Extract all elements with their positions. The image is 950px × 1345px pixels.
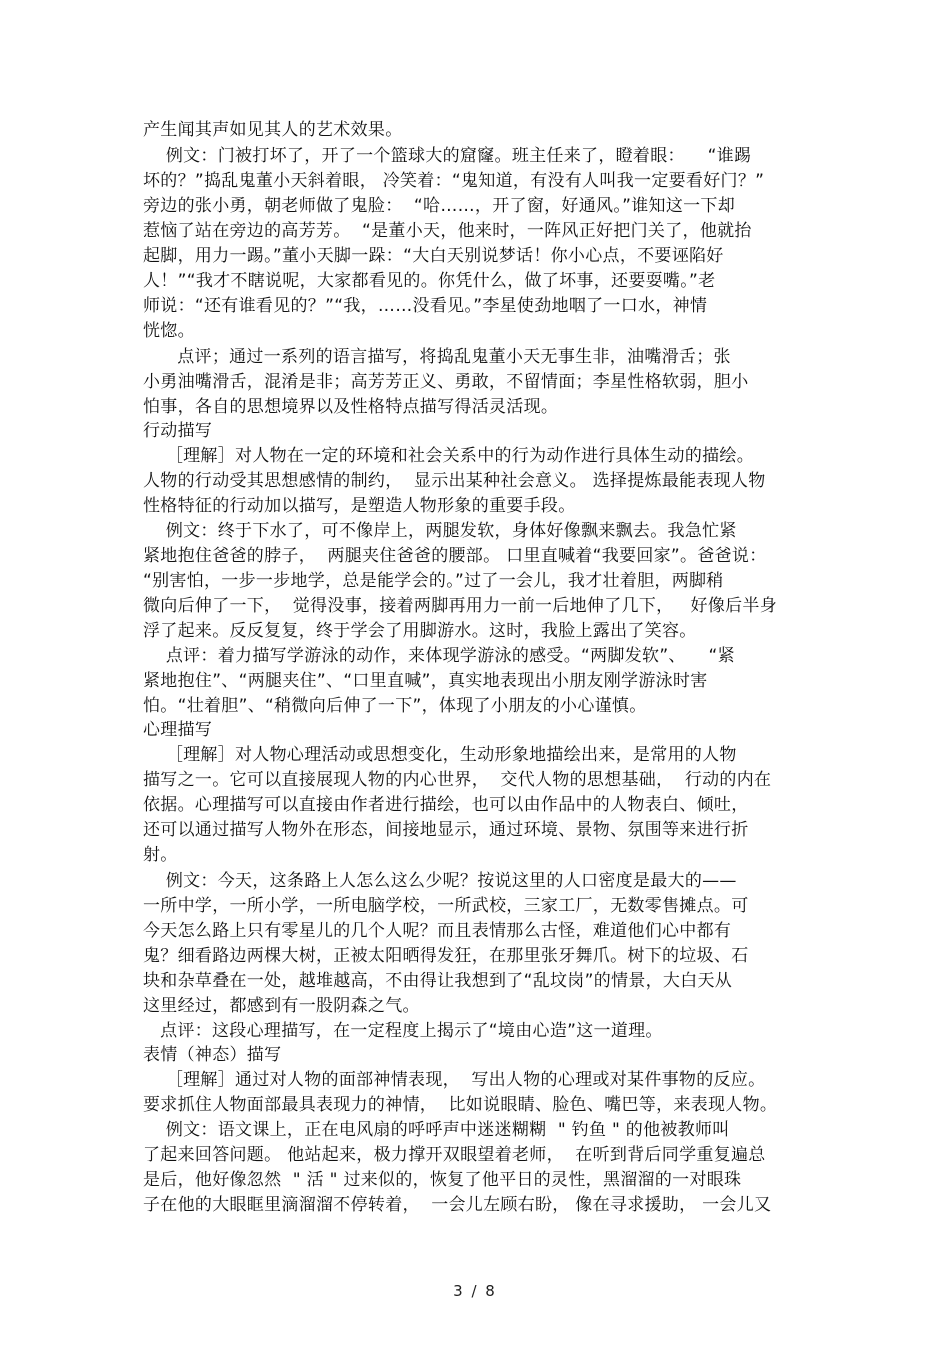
text-line: 要求抓住人物面部最具表现力的神情， 比如说眼睛、脸色、嘴巴等，来表现人物。 bbox=[143, 1095, 778, 1115]
text-line: 产生闻其声如见其人的艺术效果。 bbox=[143, 120, 403, 140]
text-line: “别害怕，一步一步地学，总是能学会的。”过了一会儿，我才壮着胆，两脚稍 bbox=[143, 571, 724, 591]
text-line: 块和杂草叠在一处，越堆越高，不由得让我想到了“乱坟岗”的情景，大白天从 bbox=[143, 971, 733, 991]
text-line: 紧地抱住”、“两腿夹住”、“口里直喊”，真实地表现出小朋友刚学游泳时害 bbox=[143, 671, 708, 691]
text-line: 表情（神态）描写 bbox=[143, 1045, 282, 1065]
text-line: 点评：着力描写学游泳的动作，来体现学游泳的感受。“两脚发软”、 “紧 bbox=[143, 646, 735, 666]
text-line: 浮了起来。反反复复，终于学会了用脚游水。这时，我脸上露出了笑容。 bbox=[143, 621, 697, 641]
text-line: 依据。心理描写可以直接由作者进行描绘，也可以由作品中的人物表白、倾吐， bbox=[143, 795, 749, 815]
text-line: 小勇油嘴滑舌，混淆是非；高芳芳正义、勇敢，不留情面；李星性格软弱，胆小 bbox=[143, 372, 749, 392]
text-line: 这里经过，都感到有一股阴森之气。 bbox=[143, 996, 420, 1016]
text-line: 点评；通过一系列的语言描写，将捣乱鬼董小天无事生非，油嘴滑舌；张 bbox=[143, 347, 731, 367]
page-number: 3 / 8 bbox=[453, 1282, 497, 1300]
text-line: 怕事，各自的思想境界以及性格特点描写得活灵活现。 bbox=[143, 397, 559, 417]
text-line: 微向后伸了一下， 觉得没事，接着两脚再用力一前一后地伸了几下， 好像后半身 bbox=[143, 596, 778, 616]
text-line: 惹恼了站在旁边的高芳芳。 “是董小天，他来时，一阵风正好把门关了，他就抬 bbox=[143, 221, 752, 241]
text-line: 起脚，用力一踢。”董小天脚一跺：“大白天别说梦话！你小心点，不要诬陷好 bbox=[143, 246, 724, 266]
text-line: 心理描写 bbox=[143, 720, 213, 740]
text-line: 今天怎么路上只有零星儿的几个人呢？而且表情那么古怪，难道他们心中都有 bbox=[143, 921, 732, 941]
text-line: 例文：语文课上，正在电风扇的呼呼声中迷迷糊糊 " 钓鱼 " 的他被教师叫 bbox=[143, 1120, 730, 1140]
text-line: 描写之一。它可以直接展现人物的内心世界， 交代人物的思想基础， 行动的内在 bbox=[143, 770, 772, 790]
text-line: 例文：门被打坏了，开了一个篮球大的窟窿。班主任来了，瞪着眼： “谁踢 bbox=[143, 146, 752, 166]
text-line: 例文：终于下水了，可不像岸上，两腿发软，身体好像飘来飘去。我急忙紧 bbox=[143, 521, 737, 541]
text-line: 性格特征的行动加以描写，是塑造人物形象的重要手段。 bbox=[143, 496, 576, 516]
text-line: 人物的行动受其思想感情的制约， 显示出某种社会意义。 选择提炼最能表现人物 bbox=[143, 471, 766, 491]
text-line: ［理解］通过对人物的面部神情表现， 写出人物的心理或对某件事物的反应。 bbox=[143, 1070, 766, 1090]
text-line: 还可以通过描写人物外在形态，间接地显示，通过环境、景物、氛围等来进行折 bbox=[143, 820, 749, 840]
text-line: 坏的？”捣乱鬼董小天斜着眼， 冷笑着：“鬼知道，有没有人叫我一定要看好门？” bbox=[143, 171, 765, 191]
text-line: 人！”“我才不瞎说呢，大家都看见的。你凭什么，做了坏事，还要耍嘴。”老 bbox=[143, 271, 716, 291]
text-line: 例文：今天，这条路上人怎么这么少呢？按说这里的人口密度是最大的—— bbox=[143, 871, 737, 891]
text-line: 子在他的大眼眶里滴溜溜不停转着， 一会儿左顾右盼， 像在寻求援助， 一会儿又 bbox=[143, 1195, 772, 1215]
text-line: 射。 bbox=[143, 845, 178, 865]
text-line: 师说：“还有谁看见的？”“我，……没看见。”李星使劲地咽了一口水，神情 bbox=[143, 296, 708, 316]
text-line: 旁边的张小勇，朝老师做了鬼脸： “哈……，开了窗，好通风。”谁知这一下却 bbox=[143, 196, 736, 216]
text-line: ［理解］对人物心理活动或思想变化，生动形象地描绘出来，是常用的人物 bbox=[143, 745, 737, 765]
text-line: 行动描写 bbox=[143, 421, 213, 441]
text-line: ［理解］对人物在一定的环境和社会关系中的行为动作进行具体生动的描绘。 bbox=[143, 446, 755, 466]
text-line: 一所中学，一所小学，一所电脑学校，一所武校，三家工厂，无数零售摊点。可 bbox=[143, 896, 749, 916]
text-line: 点评：这段心理描写，在一定程度上揭示了“境由心造”这一道理。 bbox=[143, 1021, 663, 1041]
text-line: 是后，他好像忽然 " 活 " 过来似的，恢复了他平日的灵性，黑溜溜的一对眼珠 bbox=[143, 1170, 742, 1190]
text-line: 了起来回答问题。 他站起来，极力撑开双眼望着老师， 在听到背后同学重复遍总 bbox=[143, 1145, 766, 1165]
text-line: 鬼？细看路边两棵大树，正被太阳晒得发狂，在那里张牙舞爪。树下的垃圾、石 bbox=[143, 946, 749, 966]
text-line: 紧地抱住爸爸的脖子， 两腿夹住爸爸的腰部。 口里直喊着“我要回家”。爸爸说： bbox=[143, 546, 767, 566]
text-line: 恍惚。 bbox=[143, 321, 195, 341]
text-line: 怕。“壮着胆”、“稍微向后伸了一下”，体现了小朋友的小心谨慎。 bbox=[143, 696, 647, 716]
